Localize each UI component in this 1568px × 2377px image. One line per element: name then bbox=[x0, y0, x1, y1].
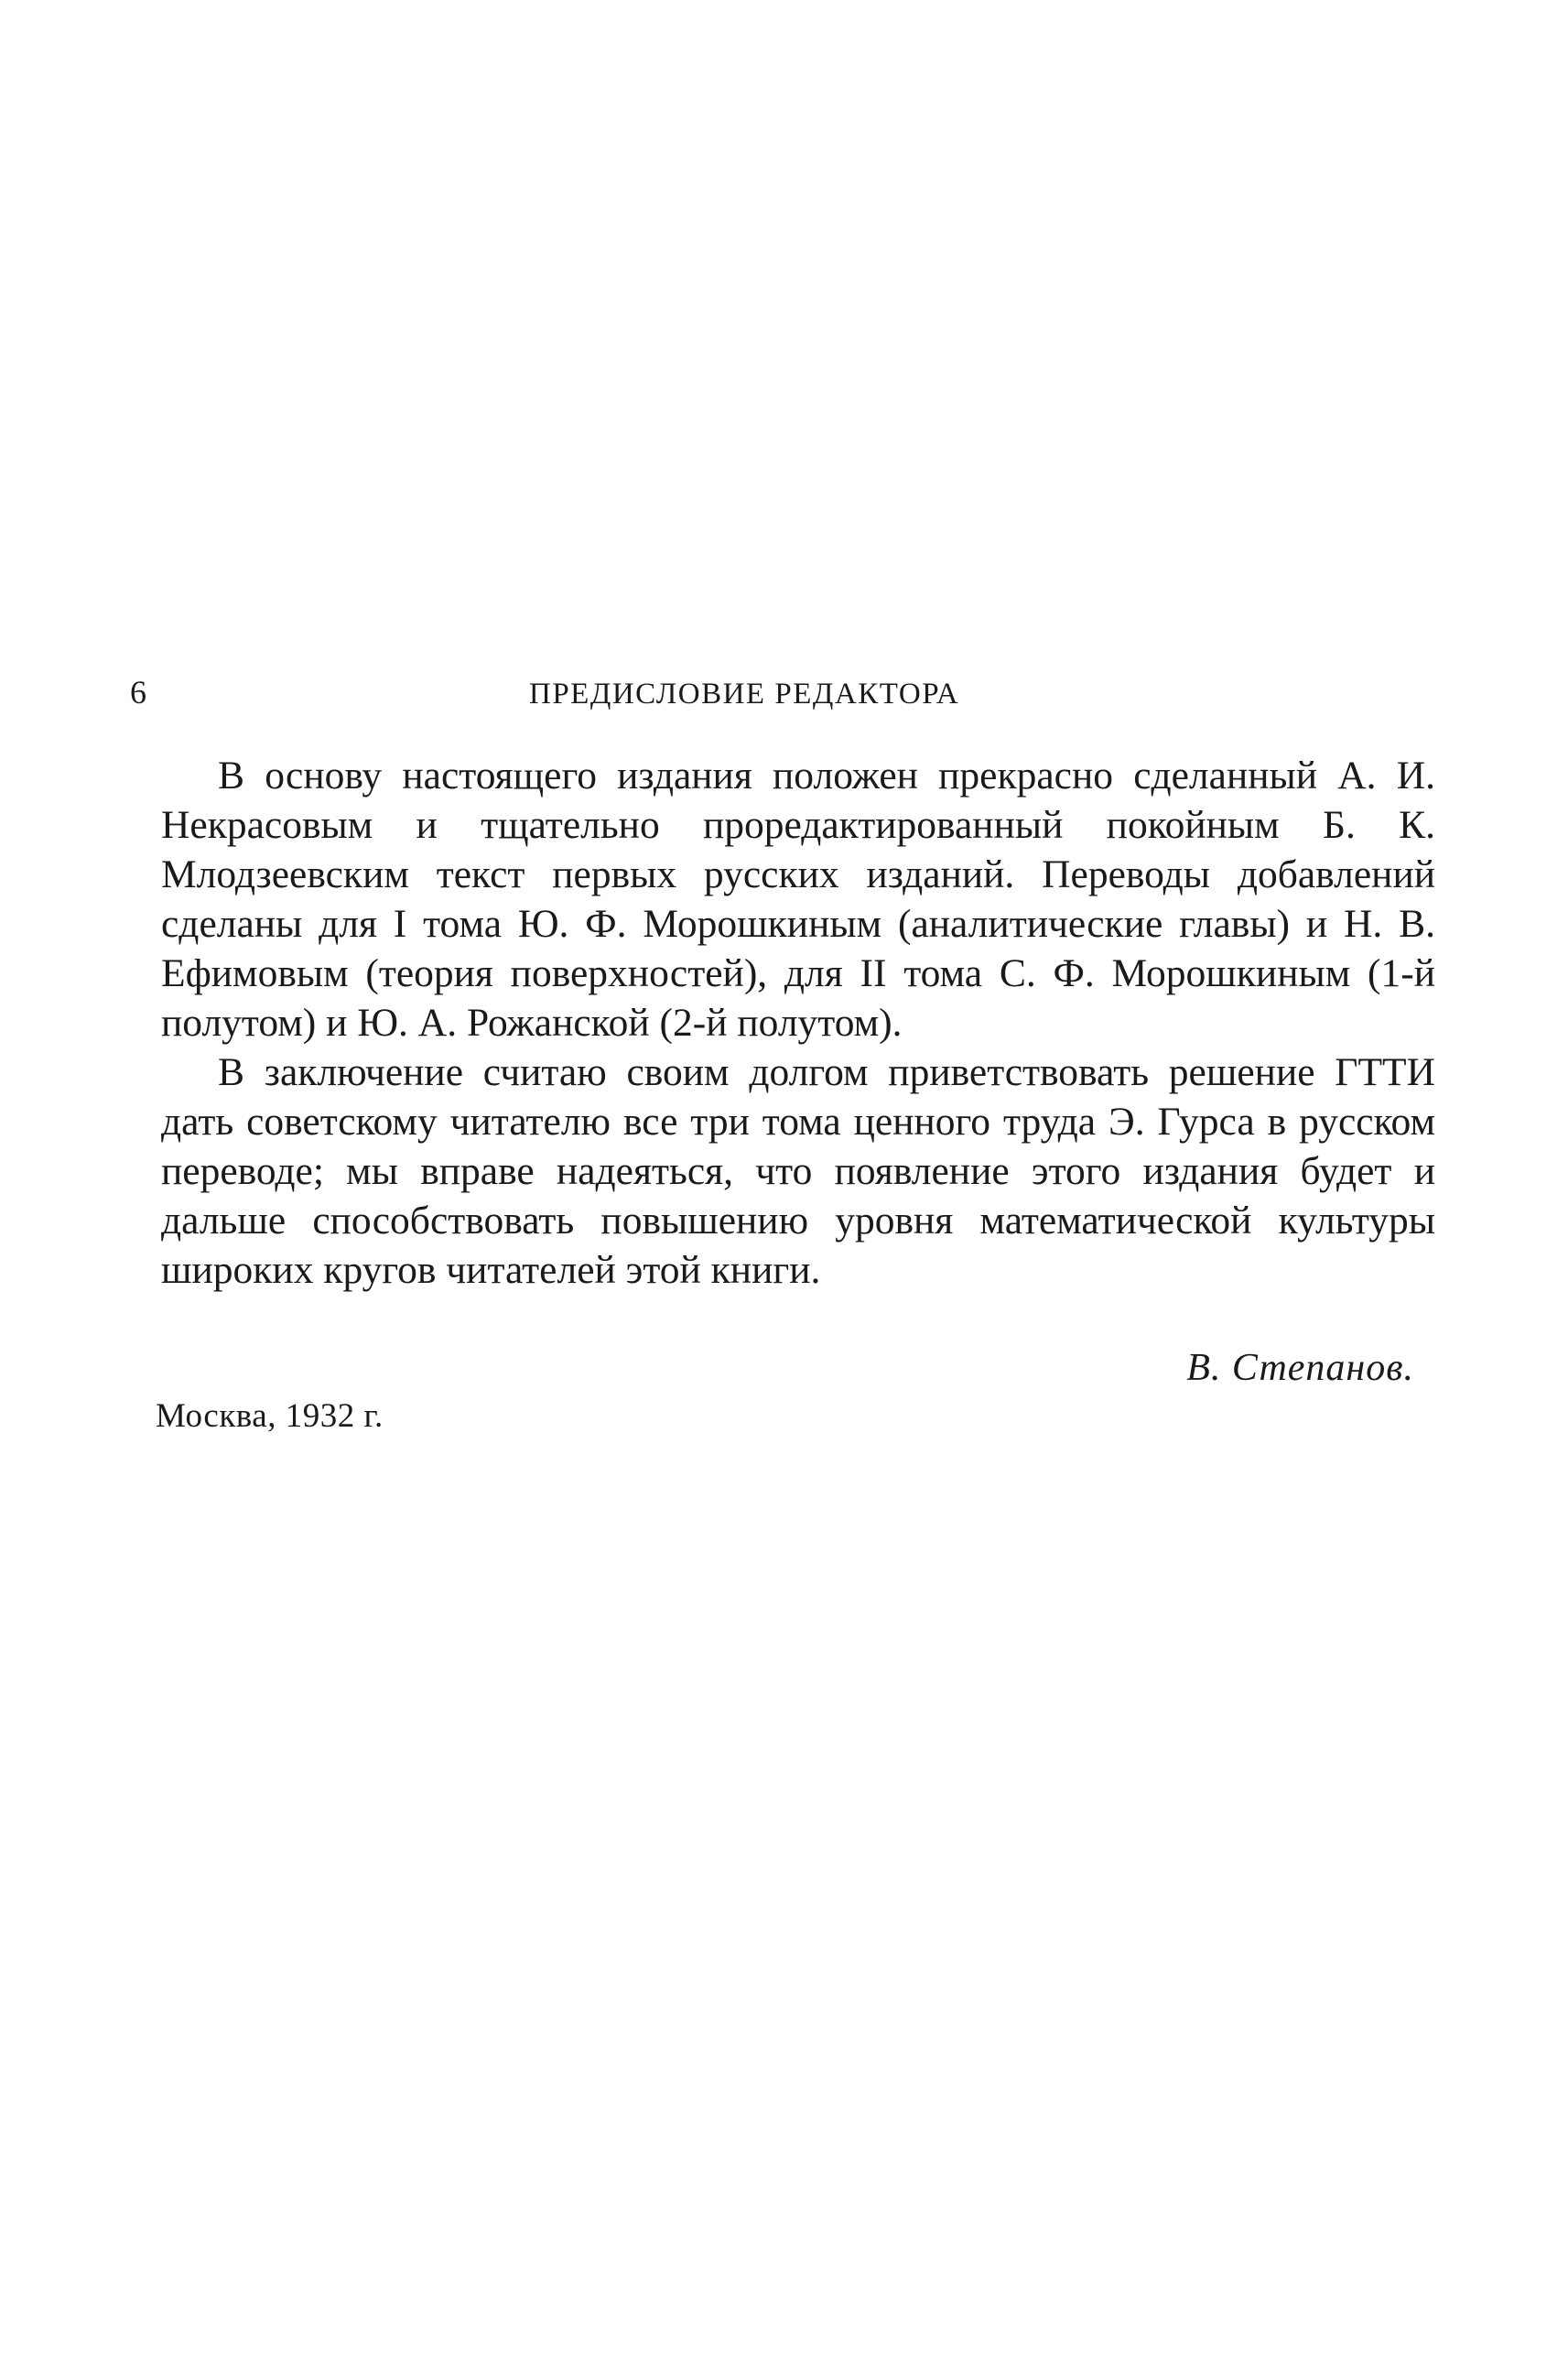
place-date: Москва, 1932 г. bbox=[156, 1397, 384, 1435]
preface-body bbox=[161, 751, 1435, 1295]
paragraph-1: В основу настоящего издания положен прекрасно сделанный А. И. Некрасовым и тщательно проредактированный покойным Б. К. Млодзеевским текст первых русских изданий. Переводы добавлений сделаны для I тома Ю. Ф. Морошкиным (аналитические главы) и Н. В. Ефимовым (теория поверхностей), для II тома С. Ф. Морошкиным (1-й полутом) и Ю. А. Рожанской (2-й полутом). bbox=[161, 754, 1435, 1045]
paragraph-2: В заключение считаю своим долгом приветствовать решение ГТТИ дать советскому читателю все три тома ценного труда Э. Гурса в русском переводе; мы вправе надеяться, что появление этого издания будет и дальше способствовать повышению уровня математической культуры широких кругов читателей этой книги. bbox=[161, 1050, 1435, 1292]
running-head: ПРЕДИСЛОВИЕ РЕДАКТОРА bbox=[529, 678, 960, 711]
page-number: 6 bbox=[130, 674, 147, 711]
editor-signature: В. Степанов. bbox=[1186, 1347, 1414, 1389]
